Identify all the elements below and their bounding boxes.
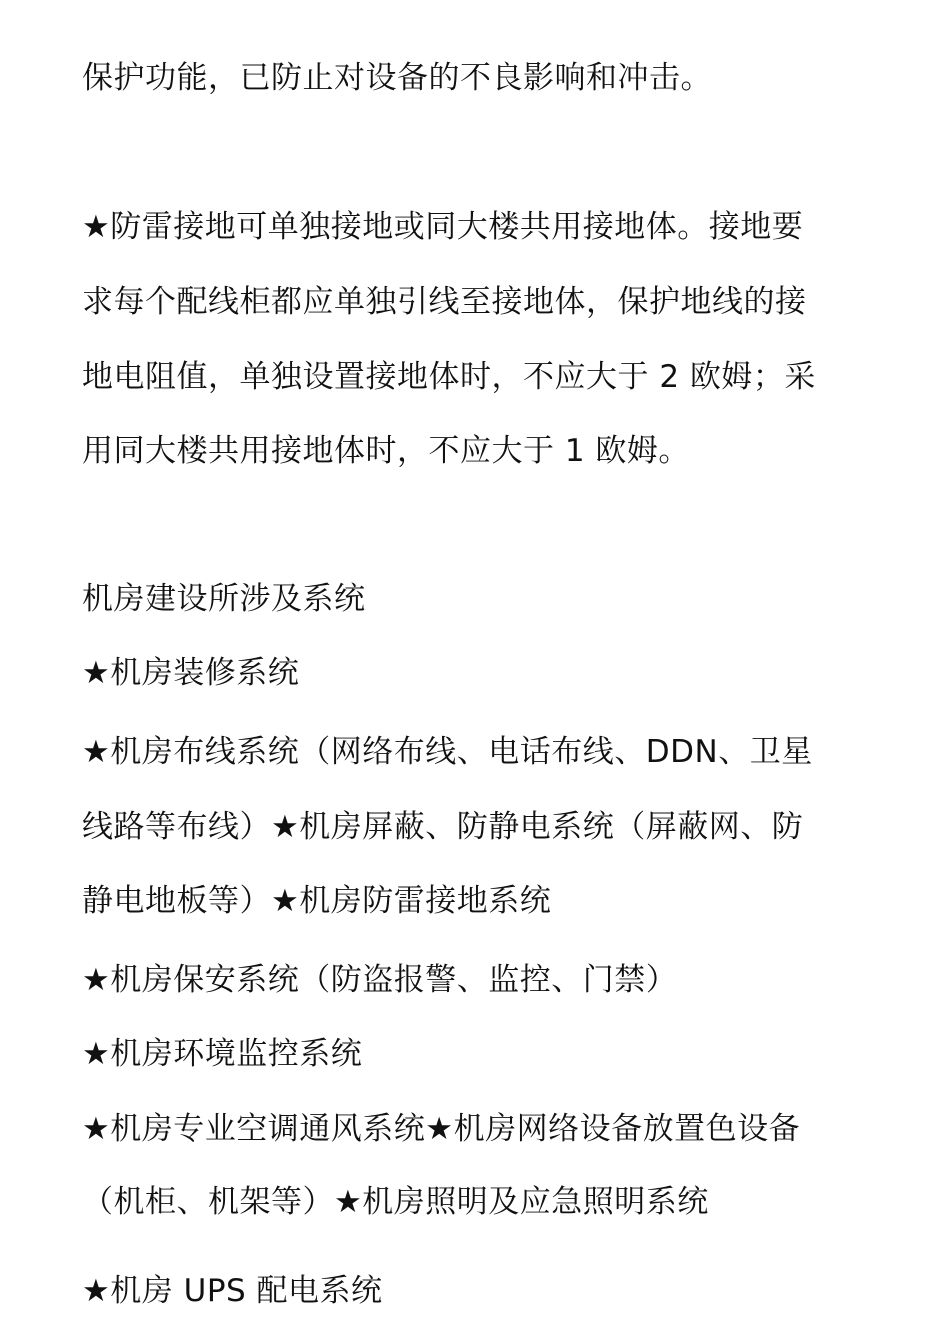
paragraph-line: 用同大楼共用接地体时，不应大于 1 欧姆。 (82, 433, 690, 469)
list-item: ★机房 UPS 配电系统 (82, 1273, 383, 1309)
list-item: ★机房环境监控系统 (82, 1036, 363, 1072)
section-heading: 机房建设所涉及系统 (82, 581, 366, 617)
list-item: （机柜、机架等）★机房照明及应急照明系统 (82, 1184, 709, 1220)
paragraph-line: 保护功能，已防止对设备的不良影响和冲击。 (82, 60, 712, 96)
paragraph-line: 地电阻值，单独设置接地体时，不应大于 2 欧姆；采 (82, 359, 816, 395)
list-item: 静电地板等）★机房防雷接地系统 (82, 883, 552, 919)
paragraph-line: ★防雷接地可单独接地或同大楼共用接地体。接地要 (82, 209, 804, 245)
list-item: 线路等布线）★机房屏蔽、防静电系统（屏蔽网、防 (82, 809, 804, 845)
list-item: ★机房布线系统（网络布线、电话布线、DDN、卫星 (82, 734, 813, 770)
list-item: ★机房保安系统（防盗报警、监控、门禁） (82, 962, 678, 998)
list-item: ★机房装修系统 (82, 655, 300, 691)
list-item: ★机房专业空调通风系统★机房网络设备放置色设备 (82, 1111, 801, 1147)
paragraph-line: 求每个配线柜都应单独引线至接地体，保护地线的接 (82, 284, 807, 320)
